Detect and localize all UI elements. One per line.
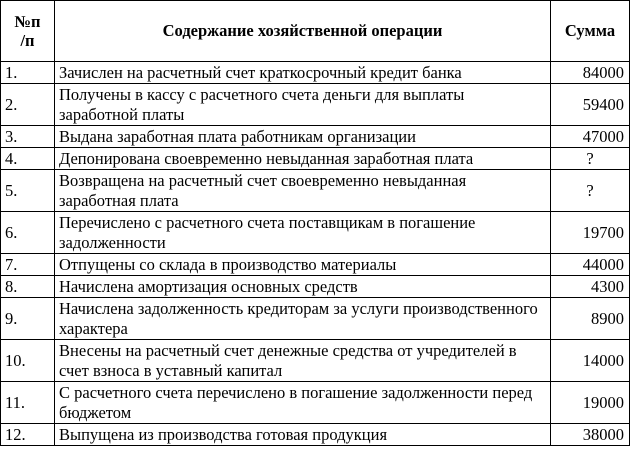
- row-sum: 47000: [551, 126, 630, 148]
- table-row: [1, 424, 630, 446]
- table-row: [1, 62, 630, 84]
- row-sum: 59400: [551, 84, 630, 126]
- row-sum: 19700: [551, 212, 630, 254]
- table-row: [1, 276, 630, 298]
- row-number: 10.: [1, 340, 55, 382]
- row-sum: 8900: [551, 298, 630, 340]
- row-description: Выдана заработная плата работникам организации: [55, 126, 551, 148]
- row-description: Возвращена на расчетный счет своевременно невыданная заработная плата: [55, 170, 551, 212]
- header-sum: Сумма: [551, 1, 630, 62]
- row-number: 1.: [1, 62, 55, 84]
- row-description: Выпущена из производства готовая продукция: [55, 424, 551, 446]
- row-number: 6.: [1, 212, 55, 254]
- row-number: 2.: [1, 84, 55, 126]
- row-number: 8.: [1, 276, 55, 298]
- row-description: Получены в кассу с расчетного счета деньги для выплаты заработной платы: [55, 84, 551, 126]
- table-row: [1, 298, 630, 340]
- table-row: [1, 254, 630, 276]
- row-number: 3.: [1, 126, 55, 148]
- row-description: С расчетного счета перечислено в погашение задолженности перед бюджетом: [55, 382, 551, 424]
- header-number-line1: №п: [14, 12, 41, 31]
- row-sum: 4300: [551, 276, 630, 298]
- row-sum: ?: [551, 148, 630, 170]
- table-row: [1, 170, 630, 212]
- table-row: [1, 148, 630, 170]
- row-sum: 44000: [551, 254, 630, 276]
- row-number: 5.: [1, 170, 55, 212]
- table-row: [1, 212, 630, 254]
- row-description: Отпущены со склада в производство материалы: [55, 254, 551, 276]
- header-description: Содержание хозяйственной операции: [55, 1, 551, 62]
- row-description: Зачислен на расчетный счет краткосрочный кредит банка: [55, 62, 551, 84]
- row-number: 7.: [1, 254, 55, 276]
- table-row: [1, 126, 630, 148]
- header-number: [1, 1, 55, 62]
- row-sum: 19000: [551, 382, 630, 424]
- row-description: Начислена амортизация основных средств: [55, 276, 551, 298]
- header-number-line2: /п: [20, 31, 35, 50]
- row-number: 12.: [1, 424, 55, 446]
- row-sum: 14000: [551, 340, 630, 382]
- row-description: Депонирована своевременно невыданная заработная плата: [55, 148, 551, 170]
- table-header-row: [1, 1, 630, 62]
- row-sum: 84000: [551, 62, 630, 84]
- row-sum: ?: [551, 170, 630, 212]
- table-row: [1, 84, 630, 126]
- row-description: Внесены на расчетный счет денежные средства от учредителей в счет взноса в уставный капитал: [55, 340, 551, 382]
- row-number: 9.: [1, 298, 55, 340]
- row-number: 11.: [1, 382, 55, 424]
- row-description: Начислена задолженность кредиторам за услуги производственного характера: [55, 298, 551, 340]
- table-row: [1, 340, 630, 382]
- row-sum: 38000: [551, 424, 630, 446]
- row-number: 4.: [1, 148, 55, 170]
- table-row: [1, 382, 630, 424]
- row-description: Перечислено с расчетного счета поставщикам в погашение задолженности: [55, 212, 551, 254]
